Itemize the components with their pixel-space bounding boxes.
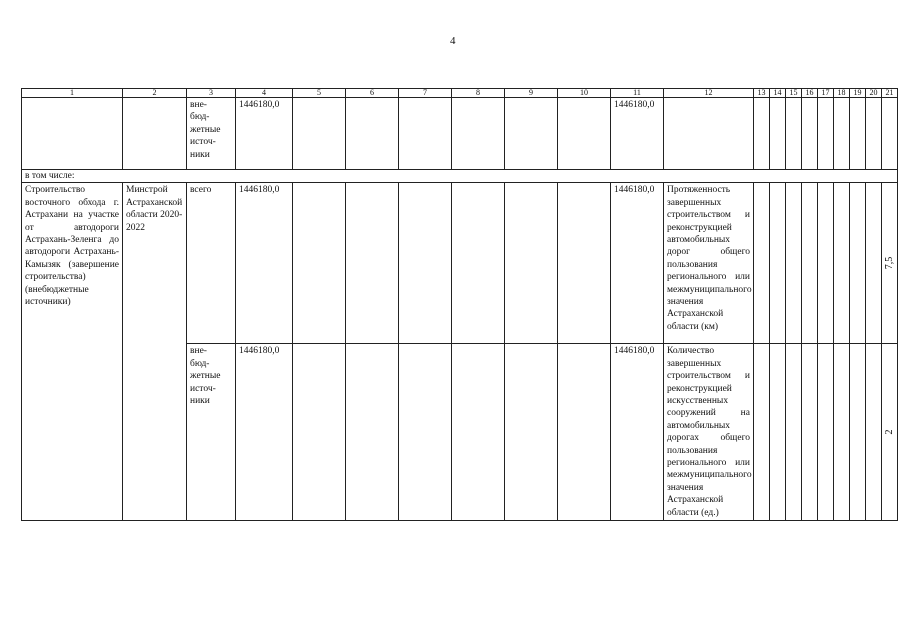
cell [834,183,850,344]
cell [558,344,611,521]
cell [818,344,834,521]
indicator-text: Количество завершенных строительством и реконструкцией искусственных сооружений на автомобильных дорогах общего пользования регионального или межмуниципального значения Астраханской области (ед.) [664,344,754,521]
cell-amount: 1446180,0 [611,344,664,521]
column-number: 20 [866,89,882,98]
cell [346,344,399,521]
cell [452,344,505,521]
cell [786,344,802,521]
cell [452,183,505,344]
column-number: 15 [786,89,802,98]
indicator-value-cell [882,183,898,344]
cell [834,344,850,521]
cell [882,98,898,170]
cell [770,98,786,170]
cell [452,98,505,170]
column-number: 21 [882,89,898,98]
cell [293,98,346,170]
table-row [22,170,898,183]
column-number: 17 [818,89,834,98]
indicator-value-cell [882,344,898,521]
column-number: 18 [834,89,850,98]
header-row [22,89,898,98]
cell-amount: 1446180,0 [236,183,293,344]
cell [786,183,802,344]
cell [802,98,818,170]
indicator-value: 7,5 [883,257,895,270]
column-number: 3 [187,89,236,98]
cell-amount: 1446180,0 [611,183,664,344]
cell [770,183,786,344]
indicator-text: Протяженность завершенных строительством и реконструкцией автомобильных дорог общего пользования регионального или межмуниципального значения Астраханской области (км) [664,183,754,344]
cell-amount: 1446180,0 [611,98,664,170]
column-number: 12 [664,89,754,98]
table-row [22,98,898,170]
cell [346,98,399,170]
column-number: 19 [850,89,866,98]
column-number: 9 [505,89,558,98]
cell [754,344,770,521]
column-number: 4 [236,89,293,98]
cell [399,183,452,344]
cell [293,183,346,344]
cell [786,98,802,170]
cell [818,98,834,170]
table-row [22,183,898,344]
cell [664,98,754,170]
cell [505,183,558,344]
indicator-value: 2 [883,429,895,435]
cell [850,344,866,521]
column-number: 6 [346,89,399,98]
column-number: 5 [293,89,346,98]
column-number: 2 [123,89,187,98]
column-number: 14 [770,89,786,98]
cell [22,98,123,170]
cell [866,344,882,521]
cell [558,98,611,170]
program-table [21,88,898,521]
column-number: 7 [399,89,452,98]
column-number: 13 [754,89,770,98]
cell [834,98,850,170]
cell [505,344,558,521]
cell [866,98,882,170]
cell [802,183,818,344]
column-number: 8 [452,89,505,98]
cell-source: всего [187,183,236,344]
cell [866,183,882,344]
cell [802,344,818,521]
cell [850,98,866,170]
cell [293,344,346,521]
cell [754,183,770,344]
cell [399,344,452,521]
cell [346,183,399,344]
including-label: в том числе: [22,170,898,183]
project-name: Строительство восточного обхода г. Астрахани на участке от автодороги Астрахань-Зеленга до автодороги Астрахань-Камызяк (завершение строительства) (внебюджетные источники) [22,183,123,521]
column-number: 11 [611,89,664,98]
cell [818,183,834,344]
cell-source: вне- бюд- жетные источ- ники [187,344,236,521]
page-number: 4 [450,35,456,47]
cell [754,98,770,170]
column-number: 1 [22,89,123,98]
cell [505,98,558,170]
cell-amount: 1446180,0 [236,344,293,521]
cell [850,183,866,344]
column-number: 10 [558,89,611,98]
responsible-executor: Минстрой Астраханской области 2020-2022 [123,183,187,521]
cell-amount: 1446180,0 [236,98,293,170]
cell [558,183,611,344]
cell [123,98,187,170]
cell [770,344,786,521]
cell [399,98,452,170]
cell-source: вне- бюд- жетные источ- ники [187,98,236,170]
column-number: 16 [802,89,818,98]
